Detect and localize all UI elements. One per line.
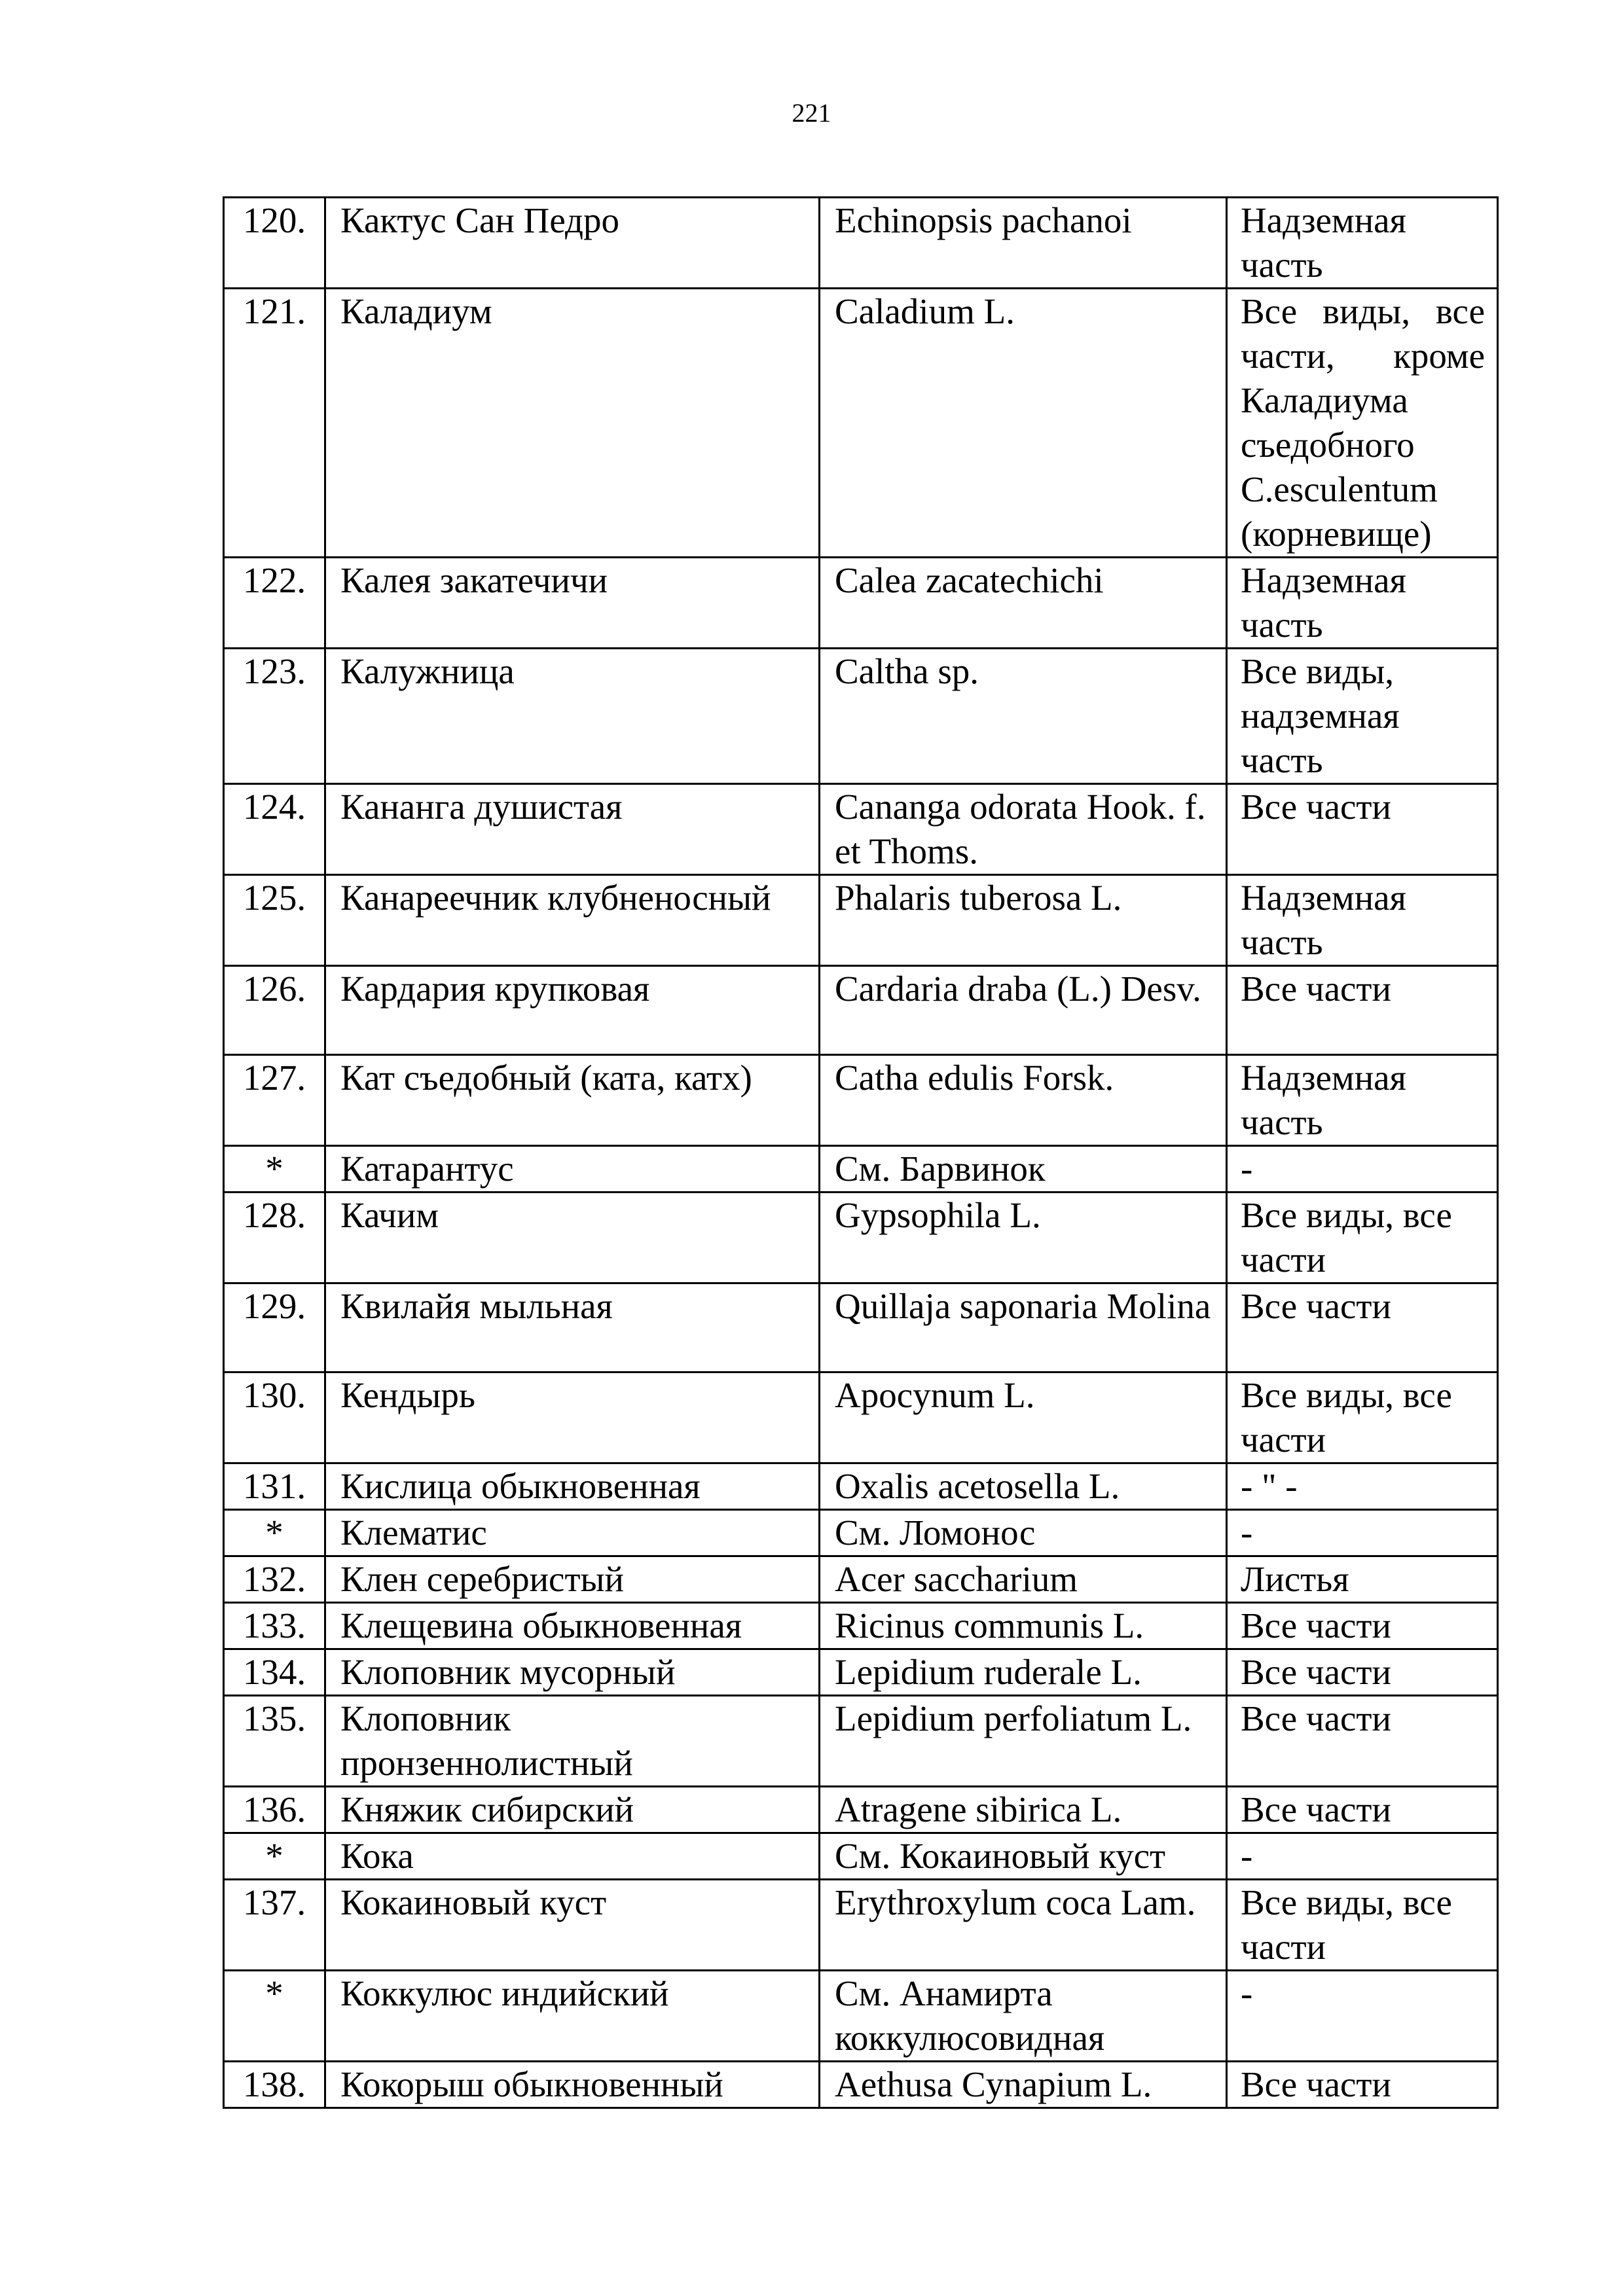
row-number: 136. bbox=[224, 1787, 325, 1833]
table-row bbox=[224, 966, 1498, 1055]
table-row bbox=[224, 875, 1498, 966]
plant-name-latin: Ricinus communis L. bbox=[820, 1603, 1227, 1649]
plant-name-ru: Кислица обыкновенная bbox=[325, 1463, 820, 1510]
toxic-parts: - bbox=[1227, 1833, 1498, 1880]
row-number: 130. bbox=[224, 1372, 325, 1463]
row-number: 138. bbox=[224, 2062, 325, 2108]
plant-name-latin: Lepidium perfoliatum L. bbox=[820, 1696, 1227, 1787]
toxic-parts: Все части bbox=[1227, 784, 1498, 875]
table-row bbox=[224, 784, 1498, 875]
toxic-parts: Надземная часть bbox=[1227, 875, 1498, 966]
toxic-parts: Все виды, все части bbox=[1227, 1193, 1498, 1283]
plant-name-ru: Качим bbox=[325, 1193, 820, 1283]
row-number: 131. bbox=[224, 1463, 325, 1510]
plant-name-latin: Erythroxylum coca Lam. bbox=[820, 1880, 1227, 1971]
table-row bbox=[224, 1556, 1498, 1603]
plant-name-ru: Коккулюс индийский bbox=[325, 1971, 820, 2062]
row-number: 133. bbox=[224, 1603, 325, 1649]
table-row bbox=[224, 1372, 1498, 1463]
plant-name-ru: Клен серебристый bbox=[325, 1556, 820, 1603]
plant-name-ru: Катарантус bbox=[325, 1146, 820, 1193]
row-number: 126. bbox=[224, 966, 325, 1055]
toxic-parts: - " - bbox=[1227, 1463, 1498, 1510]
plant-name-ru: Каладиум bbox=[325, 289, 820, 558]
plant-name-latin: См. Анамирта коккулюсовидная bbox=[820, 1971, 1227, 2062]
plants-table bbox=[223, 196, 1499, 2109]
row-number: 122. bbox=[224, 558, 325, 649]
plant-name-latin: Phalaris tuberosa L. bbox=[820, 875, 1227, 966]
table-row bbox=[224, 1055, 1498, 1146]
page-number: 221 bbox=[792, 98, 831, 128]
plant-name-latin: Lepidium ruderale L. bbox=[820, 1649, 1227, 1696]
plant-name-ru: Клематис bbox=[325, 1510, 820, 1556]
plant-name-latin: Echinopsis pachanoi bbox=[820, 198, 1227, 289]
plant-name-ru: Клоповник пронзеннолистный bbox=[325, 1696, 820, 1787]
plants-table-body bbox=[224, 198, 1498, 2108]
table-row bbox=[224, 198, 1498, 289]
row-number: 132. bbox=[224, 1556, 325, 1603]
plant-name-latin: Catha edulis Forsk. bbox=[820, 1055, 1227, 1146]
toxic-parts: - bbox=[1227, 1510, 1498, 1556]
toxic-parts: Все части bbox=[1227, 966, 1498, 1055]
plant-name-latin: Cardaria draba (L.) Desv. bbox=[820, 966, 1227, 1055]
row-number: 137. bbox=[224, 1880, 325, 1971]
table-row bbox=[224, 1696, 1498, 1787]
table-row bbox=[224, 1649, 1498, 1696]
plant-name-latin: Quillaja saponaria Molina bbox=[820, 1283, 1227, 1372]
row-number: * bbox=[224, 1146, 325, 1193]
toxic-parts: Надземная часть bbox=[1227, 558, 1498, 649]
plant-name-ru: Кокаиновый куст bbox=[325, 1880, 820, 1971]
plant-name-ru: Клещевина обыкновенная bbox=[325, 1603, 820, 1649]
plant-name-latin: Gypsophila L. bbox=[820, 1193, 1227, 1283]
plant-name-ru: Кокорыш обыкновенный bbox=[325, 2062, 820, 2108]
plant-name-ru: Княжик сибирский bbox=[325, 1787, 820, 1833]
table-row bbox=[224, 1787, 1498, 1833]
table-row bbox=[224, 558, 1498, 649]
toxic-parts: Листья bbox=[1227, 1556, 1498, 1603]
table-row bbox=[224, 1463, 1498, 1510]
row-number: 127. bbox=[224, 1055, 325, 1146]
plant-name-latin: Cananga odorata Hook. f. et Thoms. bbox=[820, 784, 1227, 875]
plant-name-latin: Acer saccharium bbox=[820, 1556, 1227, 1603]
toxic-parts: Все виды, все части bbox=[1227, 1372, 1498, 1463]
table-row bbox=[224, 1193, 1498, 1283]
row-number: * bbox=[224, 1833, 325, 1880]
table-row bbox=[224, 1880, 1498, 1971]
table-row bbox=[224, 1146, 1498, 1193]
row-number: 125. bbox=[224, 875, 325, 966]
table-row bbox=[224, 1971, 1498, 2062]
table-row bbox=[224, 289, 1498, 558]
table-row bbox=[224, 649, 1498, 784]
row-number: 128. bbox=[224, 1193, 325, 1283]
row-number: 124. bbox=[224, 784, 325, 875]
row-number: 129. bbox=[224, 1283, 325, 1372]
plant-name-latin: Caltha sp. bbox=[820, 649, 1227, 784]
toxic-parts: Все виды, все части, кроме Каладиума съедобного C.esculentum (корневище) bbox=[1227, 289, 1498, 558]
plant-name-ru: Кананга душистая bbox=[325, 784, 820, 875]
toxic-parts: Все части bbox=[1227, 1696, 1498, 1787]
row-number: 135. bbox=[224, 1696, 325, 1787]
toxic-parts: - bbox=[1227, 1146, 1498, 1193]
plant-name-ru: Кендырь bbox=[325, 1372, 820, 1463]
plant-name-latin: Atragene sibirica L. bbox=[820, 1787, 1227, 1833]
toxic-parts: Все части bbox=[1227, 2062, 1498, 2108]
plant-name-latin: Apocynum L. bbox=[820, 1372, 1227, 1463]
plant-name-latin: Oxalis acetosella L. bbox=[820, 1463, 1227, 1510]
plant-name-ru: Калужница bbox=[325, 649, 820, 784]
plant-name-ru: Кардария крупковая bbox=[325, 966, 820, 1055]
toxic-parts: Все части bbox=[1227, 1649, 1498, 1696]
row-number: 134. bbox=[224, 1649, 325, 1696]
plant-name-ru: Квилайя мыльная bbox=[325, 1283, 820, 1372]
row-number: * bbox=[224, 1510, 325, 1556]
plant-name-latin: Caladium L. bbox=[820, 289, 1227, 558]
plant-name-ru: Кактус Сан Педро bbox=[325, 198, 820, 289]
toxic-parts: Все виды, все части bbox=[1227, 1880, 1498, 1971]
table-row bbox=[224, 1510, 1498, 1556]
plant-name-latin: См. Ломонос bbox=[820, 1510, 1227, 1556]
plant-name-latin: См. Барвинок bbox=[820, 1146, 1227, 1193]
plant-name-latin: См. Кокаиновый куст bbox=[820, 1833, 1227, 1880]
plant-name-ru: Клоповник мусорный bbox=[325, 1649, 820, 1696]
plant-name-latin: Aethusa Cynapium L. bbox=[820, 2062, 1227, 2108]
plant-name-ru: Кат съедобный (ката, катх) bbox=[325, 1055, 820, 1146]
row-number: * bbox=[224, 1971, 325, 2062]
table-row bbox=[224, 1283, 1498, 1372]
toxic-parts: Надземная часть bbox=[1227, 1055, 1498, 1146]
row-number: 121. bbox=[224, 289, 325, 558]
toxic-parts: Все части bbox=[1227, 1603, 1498, 1649]
table-row bbox=[224, 1603, 1498, 1649]
plant-name-latin: Calea zacatechichi bbox=[820, 558, 1227, 649]
toxic-parts: - bbox=[1227, 1971, 1498, 2062]
row-number: 120. bbox=[224, 198, 325, 289]
row-number: 123. bbox=[224, 649, 325, 784]
table-row bbox=[224, 1833, 1498, 1880]
table-row bbox=[224, 2062, 1498, 2108]
plant-name-ru: Кока bbox=[325, 1833, 820, 1880]
plant-name-ru: Канареечник клубненосный bbox=[325, 875, 820, 966]
toxic-parts: Все части bbox=[1227, 1283, 1498, 1372]
toxic-parts: Все виды, надземная часть bbox=[1227, 649, 1498, 784]
toxic-parts: Надземная часть bbox=[1227, 198, 1498, 289]
plant-name-ru: Калея закатечичи bbox=[325, 558, 820, 649]
toxic-parts: Все части bbox=[1227, 1787, 1498, 1833]
